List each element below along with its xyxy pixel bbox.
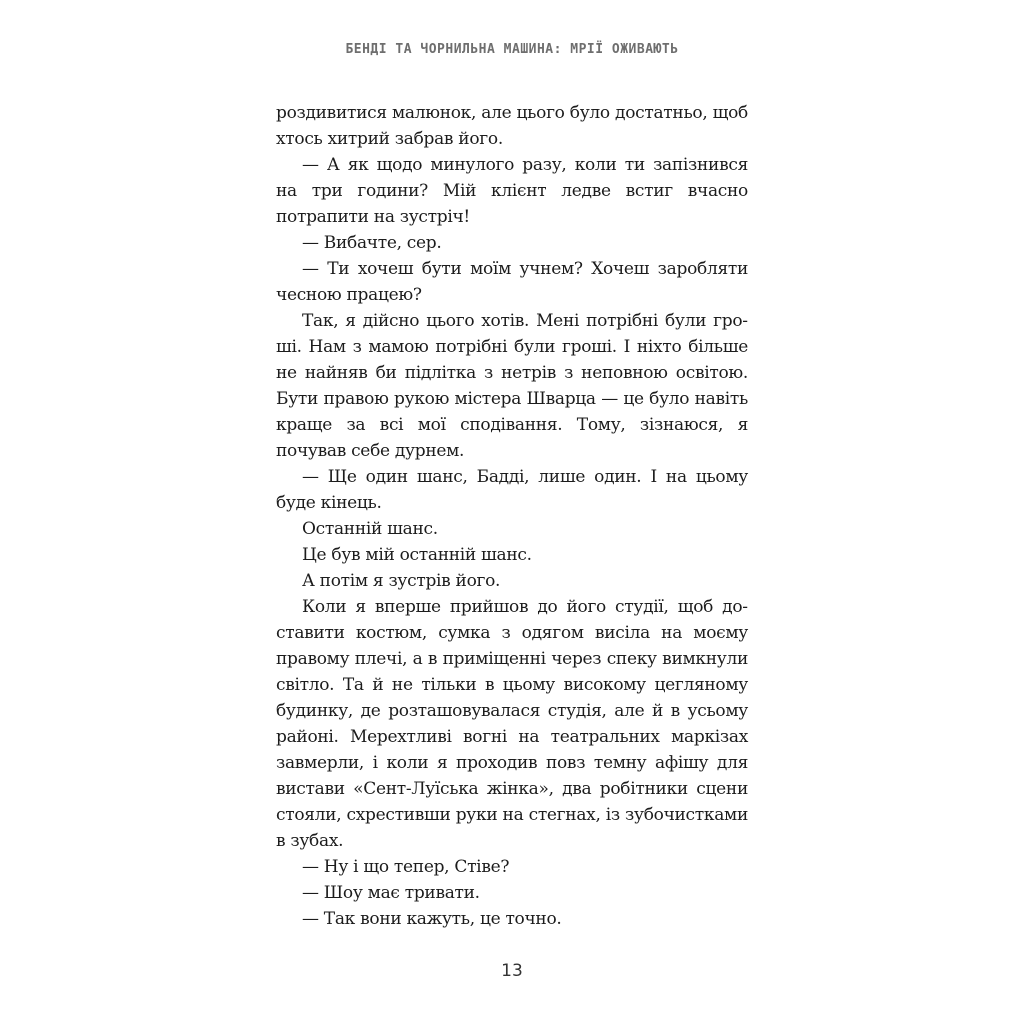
- paragraph-6: — Ще один шанс, Бадді, лише один. І на цьому буде кінець.: [276, 467, 748, 513]
- paragraph-9: А потім я зустрів його.: [302, 571, 501, 591]
- paragraph-3: — Вибачте, сер.: [302, 233, 442, 253]
- paragraph-5: Так, я дійсно цього хотів. Мені потрібні були гроші. Нам з мамою потрібні були гроші. І ніхто більше не найняв би підлітка з нетрів з неповною освітою. Бути правою рукою містера Шварца — це було навіть краще за всі мої сподівання. Тому, зізнаюся, я почував себе дурнем.: [276, 311, 748, 461]
- paragraph-12: — Шоу має тривати.: [302, 883, 480, 903]
- paragraph-7: Останній шанс.: [302, 519, 438, 539]
- running-header: БЕНДІ ТА ЧОРНИЛЬНА МАШИНА: МРІЇ ОЖИВАЮТЬ: [345, 42, 679, 57]
- body-text: [276, 100, 748, 932]
- paragraph-1: роздивитися малюнок, але цього було достатньо, щоб хтось хитрий забрав його.: [276, 103, 748, 149]
- paragraph-11: — Ну і що тепер, Стіве?: [302, 857, 510, 877]
- paragraph-8: Це був мій останній шанс.: [302, 545, 532, 565]
- paragraph-2: — А як щодо минулого разу, коли ти запізнився на три години? Мій клієнт ледве встиг вчасно потрапити на зустріч!: [276, 155, 748, 227]
- paragraph-10: Коли я вперше прийшов до його студії, щоб доставити костюм, сумка з одягом висіла на моєму правому плечі, а в приміщенні через спеку вимкнули світло. Та й не тільки в цьому високому цегляному будинку, де розташовувалася студія, але й в усьому районі. Мерехтливі вогні на театральних маркізах завмерли, і коли я проходив повз темну афішу для вистави «Сент-Луїська жінка», два робітники сцени стояли, схрестивши руки на стегнах, із зубочистками в зубах.: [276, 597, 748, 851]
- paragraph-13: — Так вони кажуть, це точно.: [302, 909, 562, 929]
- page-number: 13: [501, 961, 523, 981]
- paragraph-4: — Ти хочеш бути моїм учнем? Хочеш заробляти чесною працею?: [276, 259, 748, 305]
